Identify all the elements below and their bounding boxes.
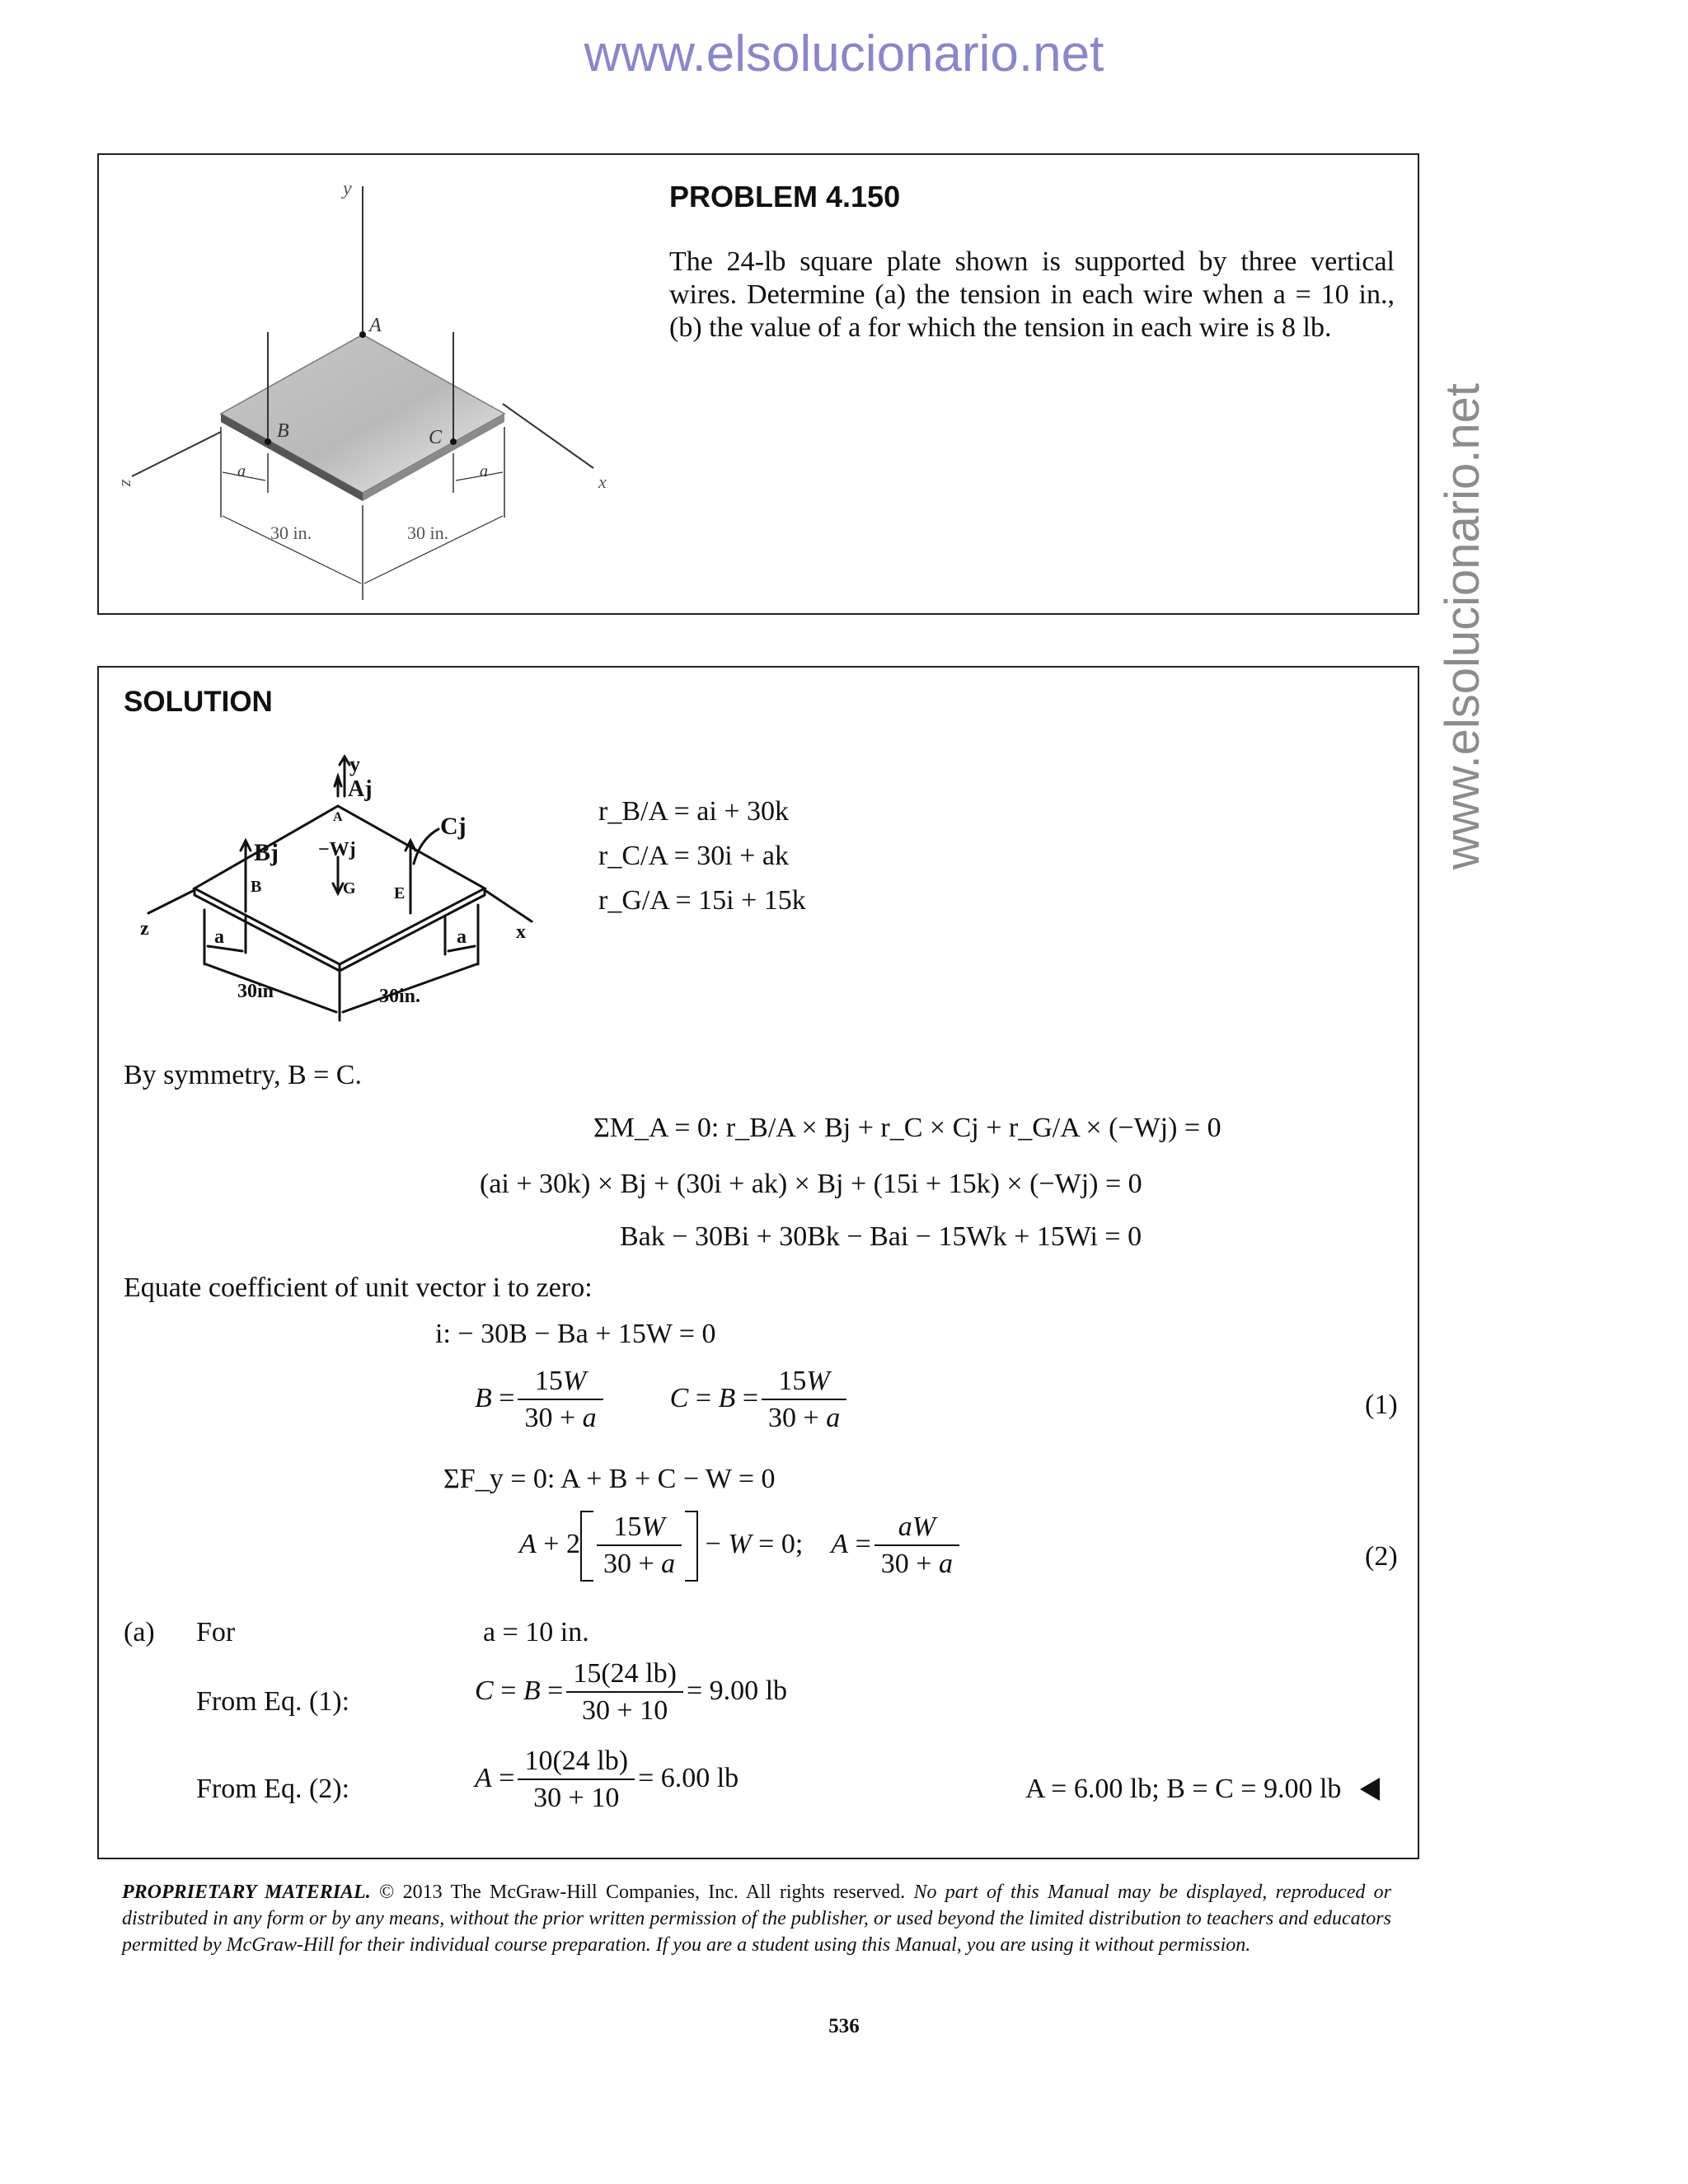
- problem-title: PROBLEM 4.150: [669, 180, 901, 213]
- fig-dim-left: 30 in.: [270, 523, 312, 543]
- solution-sketch: [115, 748, 526, 1029]
- vector-rGA: r_G/A = 15i + 15k: [598, 885, 806, 916]
- fig-B-label: B: [277, 420, 289, 442]
- fig-a-left: a: [237, 462, 246, 480]
- sketch-E: E: [394, 884, 406, 902]
- sketch-z: z: [140, 918, 149, 940]
- footer-copyright-text: © 2013 The McGraw-Hill Companies, Inc. All rights reserved.: [379, 1882, 906, 1903]
- sketch-Cj: Cj: [440, 813, 467, 840]
- moment-equation: ΣM_A = 0: r_B/A × Bj + r_C × Cj + r_G/A × (−Wj) = 0: [593, 1113, 1221, 1143]
- fig-C-label: C: [429, 427, 443, 448]
- eq2-result: = 6.00 lb: [638, 1762, 739, 1793]
- from-eq2-label: From Eq. (2):: [196, 1774, 350, 1804]
- vector-rCA: r_C/A = 30i + ak: [598, 841, 790, 871]
- sketch-x: x: [516, 921, 526, 943]
- equation-2-label: (2): [1365, 1541, 1398, 1572]
- page-number: 536: [828, 2015, 860, 2037]
- eq1-result: = 9.00 lb: [686, 1675, 788, 1706]
- position-vectors: [598, 790, 806, 923]
- watermark-side: www.elsolucionario.net: [1436, 383, 1489, 869]
- sketch-G: G: [343, 879, 356, 898]
- sketch-A: A: [333, 810, 343, 824]
- watermark-top: www.elsolucionario.net: [584, 26, 1104, 82]
- sketch-y: y: [349, 752, 360, 776]
- equation-1-label: (1): [1365, 1390, 1398, 1420]
- problem-line-2: wires. Determine (a) the tension in each wire when a = 10 in.,: [669, 279, 1395, 310]
- final-answer-text: A = 6.00 lb; B = C = 9.00 lb: [1025, 1774, 1342, 1804]
- problem-statement: [669, 246, 1395, 344]
- problem-line-1: The 24-lb square plate shown is supported by three vertical: [669, 246, 1395, 277]
- solution-box: [97, 666, 1419, 1859]
- a-value: a = 10 in.: [483, 1617, 589, 1647]
- footer-bold-lead: PROPRIETARY MATERIAL.: [122, 1882, 371, 1903]
- sketch-a-left: a: [214, 926, 224, 948]
- part-a-label: (a): [124, 1617, 155, 1647]
- sketch-dim-right: 30in.: [379, 986, 421, 1007]
- fig-y-label: y: [343, 178, 352, 199]
- sketch-Bj: Bj: [254, 839, 279, 866]
- fig-A-label: A: [369, 315, 382, 336]
- solution-title: SOLUTION: [124, 686, 273, 718]
- sum-fy-equation: ΣF_y = 0: A + B + C − W = 0: [443, 1464, 776, 1494]
- equation-1: B = $\frac{15W}{30 + a}$ C = B = $\frac{15W}{30 + a}$: [475, 1364, 850, 1436]
- eq2-evaluation: A = $\frac{10(24 lb)}{30 + 10}$ = 6.00 lb: [475, 1746, 739, 1813]
- fig-dim-right: 30 in.: [407, 523, 449, 543]
- sketch-Wj: −Wj: [318, 839, 356, 860]
- vector-rBA: r_B/A = ai + 30k: [598, 796, 790, 827]
- i-equation: i: − 30B − Ba + 15W = 0: [435, 1319, 716, 1349]
- problem-line-3: (b) the value of a for which the tension in each wire is 8 lb.: [669, 312, 1332, 343]
- sketch-B: B: [251, 878, 262, 896]
- moment-equation-expanded: (ai + 30k) × Bj + (30i + ak) × Bj + (15i + 15k) × (−Wj) = 0: [480, 1169, 1142, 1199]
- final-answer: [1025, 1774, 1380, 1805]
- symmetry-text: By symmetry, B = C.: [124, 1060, 362, 1090]
- equate-text: Equate coefficient of unit vector i to zero:: [124, 1272, 593, 1303]
- footer-italic-text: No part of this Manual may be displayed, reproduced or distributed in any form or by any means, without the prior written permission of the publisher, or used beyond the limited distribution to teachers and educators permitted by McGraw-Hill for their individual course preparation. If you are a student using this Manual, you are using it without permission.: [122, 1882, 1391, 1956]
- from-eq1-label: From Eq. (1):: [196, 1686, 350, 1717]
- problem-box: [97, 153, 1419, 615]
- eq1-evaluation: C = B = $\frac{15(24 lb)}{30 + 10}$ = 9.00 lb: [475, 1658, 788, 1726]
- sketch-dim-left: 30in: [237, 981, 274, 1002]
- footer-copyright: [122, 1879, 1391, 1958]
- problem-figure: [99, 155, 692, 613]
- moment-equation-simplified: Bak − 30Bi + 30Bk − Bai − 15Wk + 15Wi = 0: [620, 1221, 1142, 1252]
- fig-a-right: a: [480, 462, 488, 480]
- equation-2: A + 2 $\frac{15W}{30 + a}$ − W = 0; A = $\frac{aW}{30 + a}$: [519, 1510, 963, 1582]
- answer-marker-icon: [1360, 1778, 1380, 1801]
- fig-z-label: z: [118, 480, 138, 487]
- for-label: For: [196, 1617, 236, 1647]
- fig-x-label: x: [598, 471, 607, 492]
- sketch-a-right: a: [457, 926, 467, 948]
- sketch-Aj: Aj: [348, 776, 373, 802]
